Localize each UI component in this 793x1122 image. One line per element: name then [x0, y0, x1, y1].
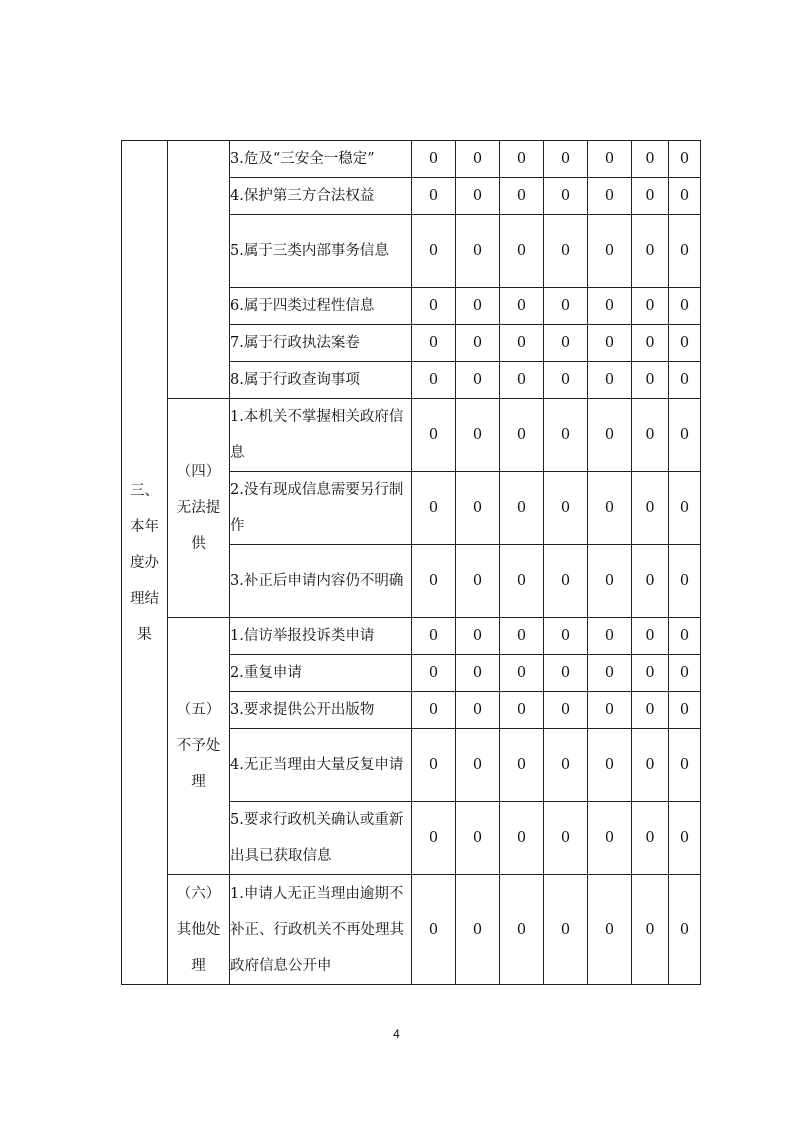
value-cell: 0 — [632, 141, 669, 178]
value-cell: 0 — [544, 692, 588, 729]
row-label: 3.危及“三安全一稳定” — [230, 141, 412, 178]
value-cell: 0 — [412, 729, 456, 802]
value-cell: 0 — [544, 802, 588, 875]
value-cell: 0 — [669, 215, 701, 288]
value-cell: 0 — [500, 545, 544, 618]
value-cell: 0 — [500, 362, 544, 399]
value-cell: 0 — [588, 729, 632, 802]
value-cell: 0 — [544, 618, 588, 655]
value-cell: 0 — [632, 618, 669, 655]
row-label: 5.属于三类内部事务信息 — [230, 215, 412, 288]
value-cell: 0 — [632, 875, 669, 985]
table-row — [122, 618, 701, 655]
value-cell: 0 — [456, 178, 500, 215]
row-label: 3.要求提供公开出版物 — [230, 692, 412, 729]
value-cell: 0 — [456, 215, 500, 288]
value-cell: 0 — [544, 875, 588, 985]
value-cell: 0 — [588, 875, 632, 985]
value-cell: 0 — [412, 472, 456, 545]
value-cell: 0 — [456, 288, 500, 325]
value-cell: 0 — [456, 545, 500, 618]
value-cell: 0 — [544, 472, 588, 545]
value-cell: 0 — [412, 362, 456, 399]
value-cell: 0 — [412, 141, 456, 178]
value-cell: 0 — [500, 875, 544, 985]
value-cell: 0 — [500, 618, 544, 655]
value-cell: 0 — [632, 729, 669, 802]
table-row — [122, 399, 701, 472]
value-cell: 0 — [456, 875, 500, 985]
group-label-empty — [168, 141, 230, 399]
value-cell: 0 — [588, 399, 632, 472]
value-cell: 0 — [456, 472, 500, 545]
row-label: 4.保护第三方合法权益 — [230, 178, 412, 215]
value-cell: 0 — [632, 545, 669, 618]
value-cell: 0 — [588, 802, 632, 875]
value-cell: 0 — [669, 692, 701, 729]
value-cell: 0 — [588, 472, 632, 545]
value-cell: 0 — [632, 178, 669, 215]
value-cell: 0 — [544, 655, 588, 692]
value-cell: 0 — [588, 325, 632, 362]
value-cell: 0 — [412, 288, 456, 325]
value-cell: 0 — [412, 692, 456, 729]
page-number: 4 — [393, 1027, 400, 1041]
row-label: 5.要求行政机关确认或重新出具已获取信息 — [230, 802, 412, 875]
value-cell: 0 — [632, 288, 669, 325]
value-cell: 0 — [669, 399, 701, 472]
value-cell: 0 — [456, 362, 500, 399]
value-cell: 0 — [588, 655, 632, 692]
value-cell: 0 — [500, 288, 544, 325]
value-cell: 0 — [412, 802, 456, 875]
value-cell: 0 — [544, 399, 588, 472]
value-cell: 0 — [588, 215, 632, 288]
value-cell: 0 — [632, 325, 669, 362]
row-label: 8.属于行政查询事项 — [230, 362, 412, 399]
value-cell: 0 — [669, 655, 701, 692]
value-cell: 0 — [500, 692, 544, 729]
row-label: 7.属于行政执法案卷 — [230, 325, 412, 362]
results-table — [121, 140, 701, 985]
value-cell: 0 — [632, 215, 669, 288]
row-label: 1.本机关不掌握相关政府信息 — [230, 399, 412, 472]
value-cell: 0 — [456, 399, 500, 472]
value-cell: 0 — [500, 802, 544, 875]
value-cell: 0 — [456, 729, 500, 802]
value-cell: 0 — [500, 655, 544, 692]
row-label: 4.无正当理由大量反复申请 — [230, 729, 412, 802]
row-label: 2.重复申请 — [230, 655, 412, 692]
group-label: （五） 不予处 理 — [168, 618, 230, 875]
value-cell: 0 — [632, 472, 669, 545]
value-cell: 0 — [544, 178, 588, 215]
group-label: （四） 无法提 供 — [168, 399, 230, 618]
value-cell: 0 — [669, 545, 701, 618]
value-cell: 0 — [456, 692, 500, 729]
value-cell: 0 — [412, 545, 456, 618]
row-label: 2.没有现成信息需要另行制作 — [230, 472, 412, 545]
table-row — [122, 875, 701, 985]
value-cell: 0 — [412, 399, 456, 472]
row-label: 6.属于四类过程性信息 — [230, 288, 412, 325]
value-cell: 0 — [544, 362, 588, 399]
value-cell: 0 — [544, 325, 588, 362]
row-label: 1.信访举报投诉类申请 — [230, 618, 412, 655]
value-cell: 0 — [588, 178, 632, 215]
value-cell: 0 — [544, 215, 588, 288]
value-cell: 0 — [412, 875, 456, 985]
value-cell: 0 — [588, 141, 632, 178]
value-cell: 0 — [500, 472, 544, 545]
value-cell: 0 — [456, 325, 500, 362]
value-cell: 0 — [456, 802, 500, 875]
value-cell: 0 — [412, 618, 456, 655]
value-cell: 0 — [544, 141, 588, 178]
value-cell: 0 — [500, 729, 544, 802]
value-cell: 0 — [669, 875, 701, 985]
value-cell: 0 — [669, 325, 701, 362]
value-cell: 0 — [456, 655, 500, 692]
value-cell: 0 — [669, 141, 701, 178]
group-label: （六） 其他处 理 — [168, 875, 230, 985]
value-cell: 0 — [412, 655, 456, 692]
row-label: 1.申请人无正当理由逾期不补正、行政机关不再处理其政府信息公开申 — [230, 875, 412, 985]
value-cell: 0 — [412, 215, 456, 288]
value-cell: 0 — [456, 141, 500, 178]
value-cell: 0 — [632, 692, 669, 729]
value-cell: 0 — [544, 729, 588, 802]
row-label: 3.补正后申请内容仍不明确 — [230, 545, 412, 618]
value-cell: 0 — [500, 399, 544, 472]
value-cell: 0 — [632, 362, 669, 399]
value-cell: 0 — [632, 802, 669, 875]
value-cell: 0 — [669, 618, 701, 655]
value-cell: 0 — [456, 618, 500, 655]
value-cell: 0 — [500, 141, 544, 178]
value-cell: 0 — [500, 325, 544, 362]
value-cell: 0 — [669, 729, 701, 802]
value-cell: 0 — [669, 178, 701, 215]
value-cell: 0 — [588, 545, 632, 618]
value-cell: 0 — [669, 802, 701, 875]
value-cell: 0 — [669, 288, 701, 325]
value-cell: 0 — [669, 362, 701, 399]
value-cell: 0 — [412, 178, 456, 215]
value-cell: 0 — [588, 618, 632, 655]
value-cell: 0 — [500, 215, 544, 288]
value-cell: 0 — [500, 178, 544, 215]
table-row — [122, 141, 701, 178]
section-label: 三、 本年 度办 理结 果 — [122, 141, 168, 985]
value-cell: 0 — [544, 288, 588, 325]
value-cell: 0 — [632, 655, 669, 692]
value-cell: 0 — [669, 472, 701, 545]
value-cell: 0 — [412, 325, 456, 362]
value-cell: 0 — [588, 288, 632, 325]
value-cell: 0 — [588, 362, 632, 399]
value-cell: 0 — [544, 545, 588, 618]
value-cell: 0 — [588, 692, 632, 729]
value-cell: 0 — [632, 399, 669, 472]
